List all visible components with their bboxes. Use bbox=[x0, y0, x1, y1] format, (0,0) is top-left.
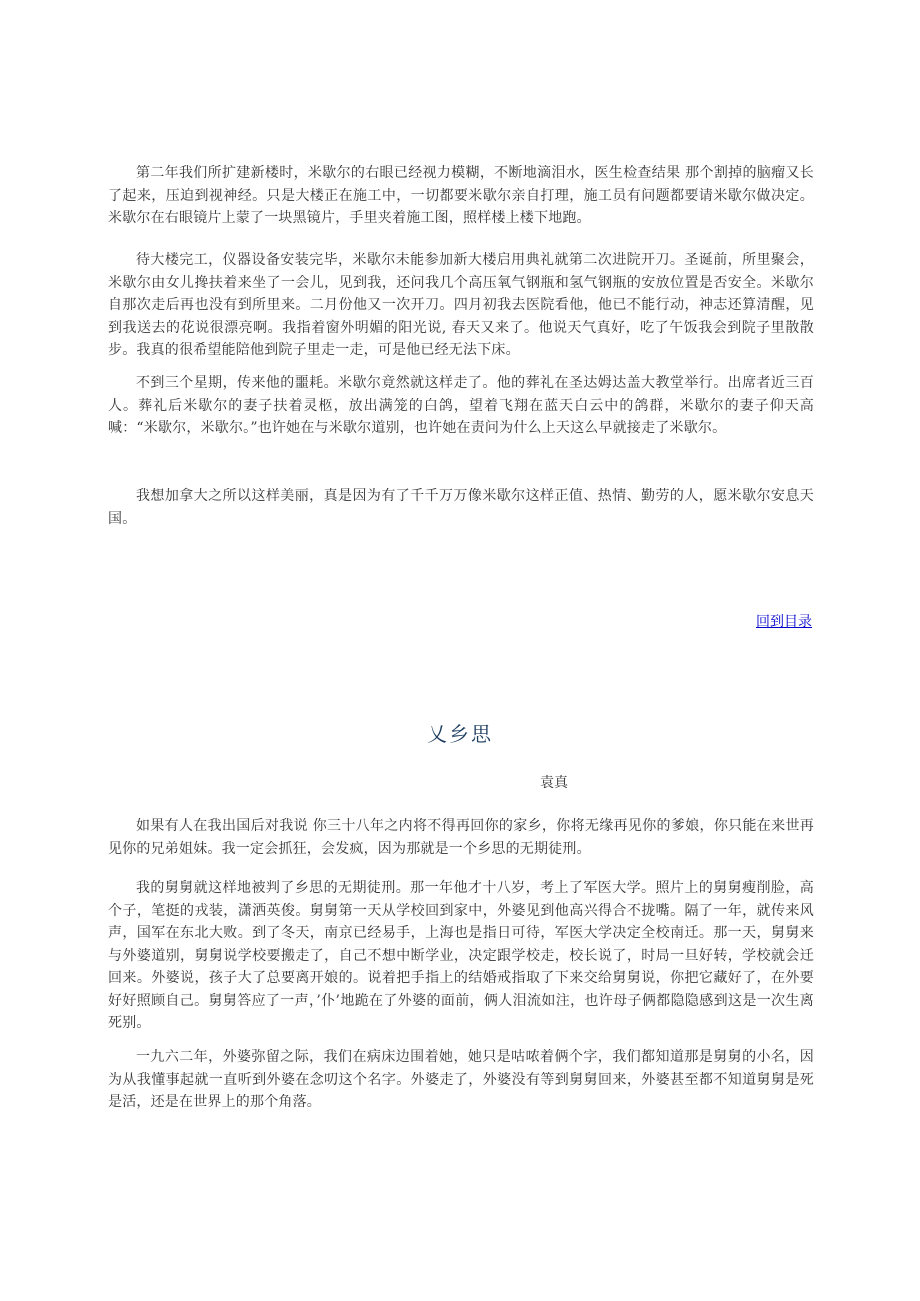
article1-paragraph-2: 待大楼完工，仪器设备安装完毕，米歇尔未能参加新大楼启用典礼就第二次进院开刀。圣诞前，所里聚会，米歇尔由女儿搀扶着来坐了一会儿，见到我，还问我几个高压氧气钢瓶和氢气钢瓶的安放位置是否安全。米歇尔自那次走后再也没有到所里来。二月份他又一次开刀。四月初我去医院看他，他已不能行动，神志还算清醒，见到我送去的花说很漂亮啊。我指着窗外明媚的阳光说, 春天又来了。他说天气真好，吃了午饭我会到院子里散散步。我真的很希望能陪他到院子里走一走，可是他已经无法下床。 bbox=[108, 252, 814, 358]
article2-author: 袁真 bbox=[540, 775, 568, 791]
article2-paragraph-3: 一九六二年，外婆弥留之际，我们在病床边围着她，她只是咕哝着俩个字，我们都知道那是舅舅的小名，因为从我懂事起就一直听到外婆在念叨这个名字。外婆走了，外婆没有等到舅舅回来，外婆甚至都不知道舅舅是死是活，还是在世界上的那个角落。 bbox=[108, 1049, 814, 1110]
article1-paragraph-1: 第二年我们所扩建新楼时，米歇尔的右眼已经视力模糊，不断地滴泪水，医生检查结果 那个割掉的脑瘤又长了起来，压迫到视神经。只是大楼正在施工中，一切都要米歇尔亲自打理，施工员有问题都要请米歇尔做决定。米歇尔在右眼镜片上蒙了一块黑镜片，手里夹着施工图，照样楼上楼下地跑。 bbox=[108, 165, 814, 226]
back-to-toc-link[interactable]: 回到目录 bbox=[756, 614, 812, 630]
article1-paragraph-3: 不到三个星期，传来他的噩耗。米歇尔竟然就这样走了。他的葬礼在圣达姆达盖大教堂举行。出席者近三百人。葬礼后米歇尔的妻子扶着灵柩，放出满笼的白鸽，望着飞翔在蓝天白云中的鸽群，米歇尔的妻子仰天高喊：“米歇尔，米歇尔。”也许她在与米歇尔道别，也许她在责问为什么上天这么早就接走了米歇尔。 bbox=[108, 375, 814, 436]
article2-title: 乂乡思 bbox=[427, 722, 493, 746]
article1-paragraph-4: 我想加拿大之所以这样美丽，真是因为有了千千万万像米歇尔这样正值、热情、勤劳的人，愿米歇尔安息天国。 bbox=[108, 488, 814, 527]
article2-paragraph-2: 我的舅舅就这样地被判了乡思的无期徒刑。那一年他才十八岁，考上了军医大学。照片上的舅舅瘦削脸，高个子，笔挺的戎装，潇洒英俊。舅舅第一天从学校回到家中，外婆见到他高兴得合不拢嘴。隔了一年，就传来风声，国军在东北大败。到了冬天，南京已经易手，上海也是指日可待，军医大学决定全校南迁。那一天，舅舅来与外婆道别，舅舅说学校要搬走了，自己不想中断学业，决定跟学校走，校长说了，时局一旦好转，学校就会迁回来。外婆说，孩子大了总要离开娘的。说着把手指上的结婚戒指取了下来交给舅舅说，你把它藏好了，在外要好好照顾自己。舅舅答应了一声，’仆’地跪在了外婆的面前，俩人泪流如注，也许母子俩都隐隐感到这是一次生离死别。 bbox=[108, 880, 814, 1031]
article2-paragraph-1: 如果有人在我出国后对我说 你三十八年之内将不得再回你的家乡，你将无缘再见你的爹娘，你只能在来世再见你的兄弟姐妹。我一定会抓狂，会发疯，因为那就是一个乡思的无期徒刑。 bbox=[108, 818, 814, 857]
